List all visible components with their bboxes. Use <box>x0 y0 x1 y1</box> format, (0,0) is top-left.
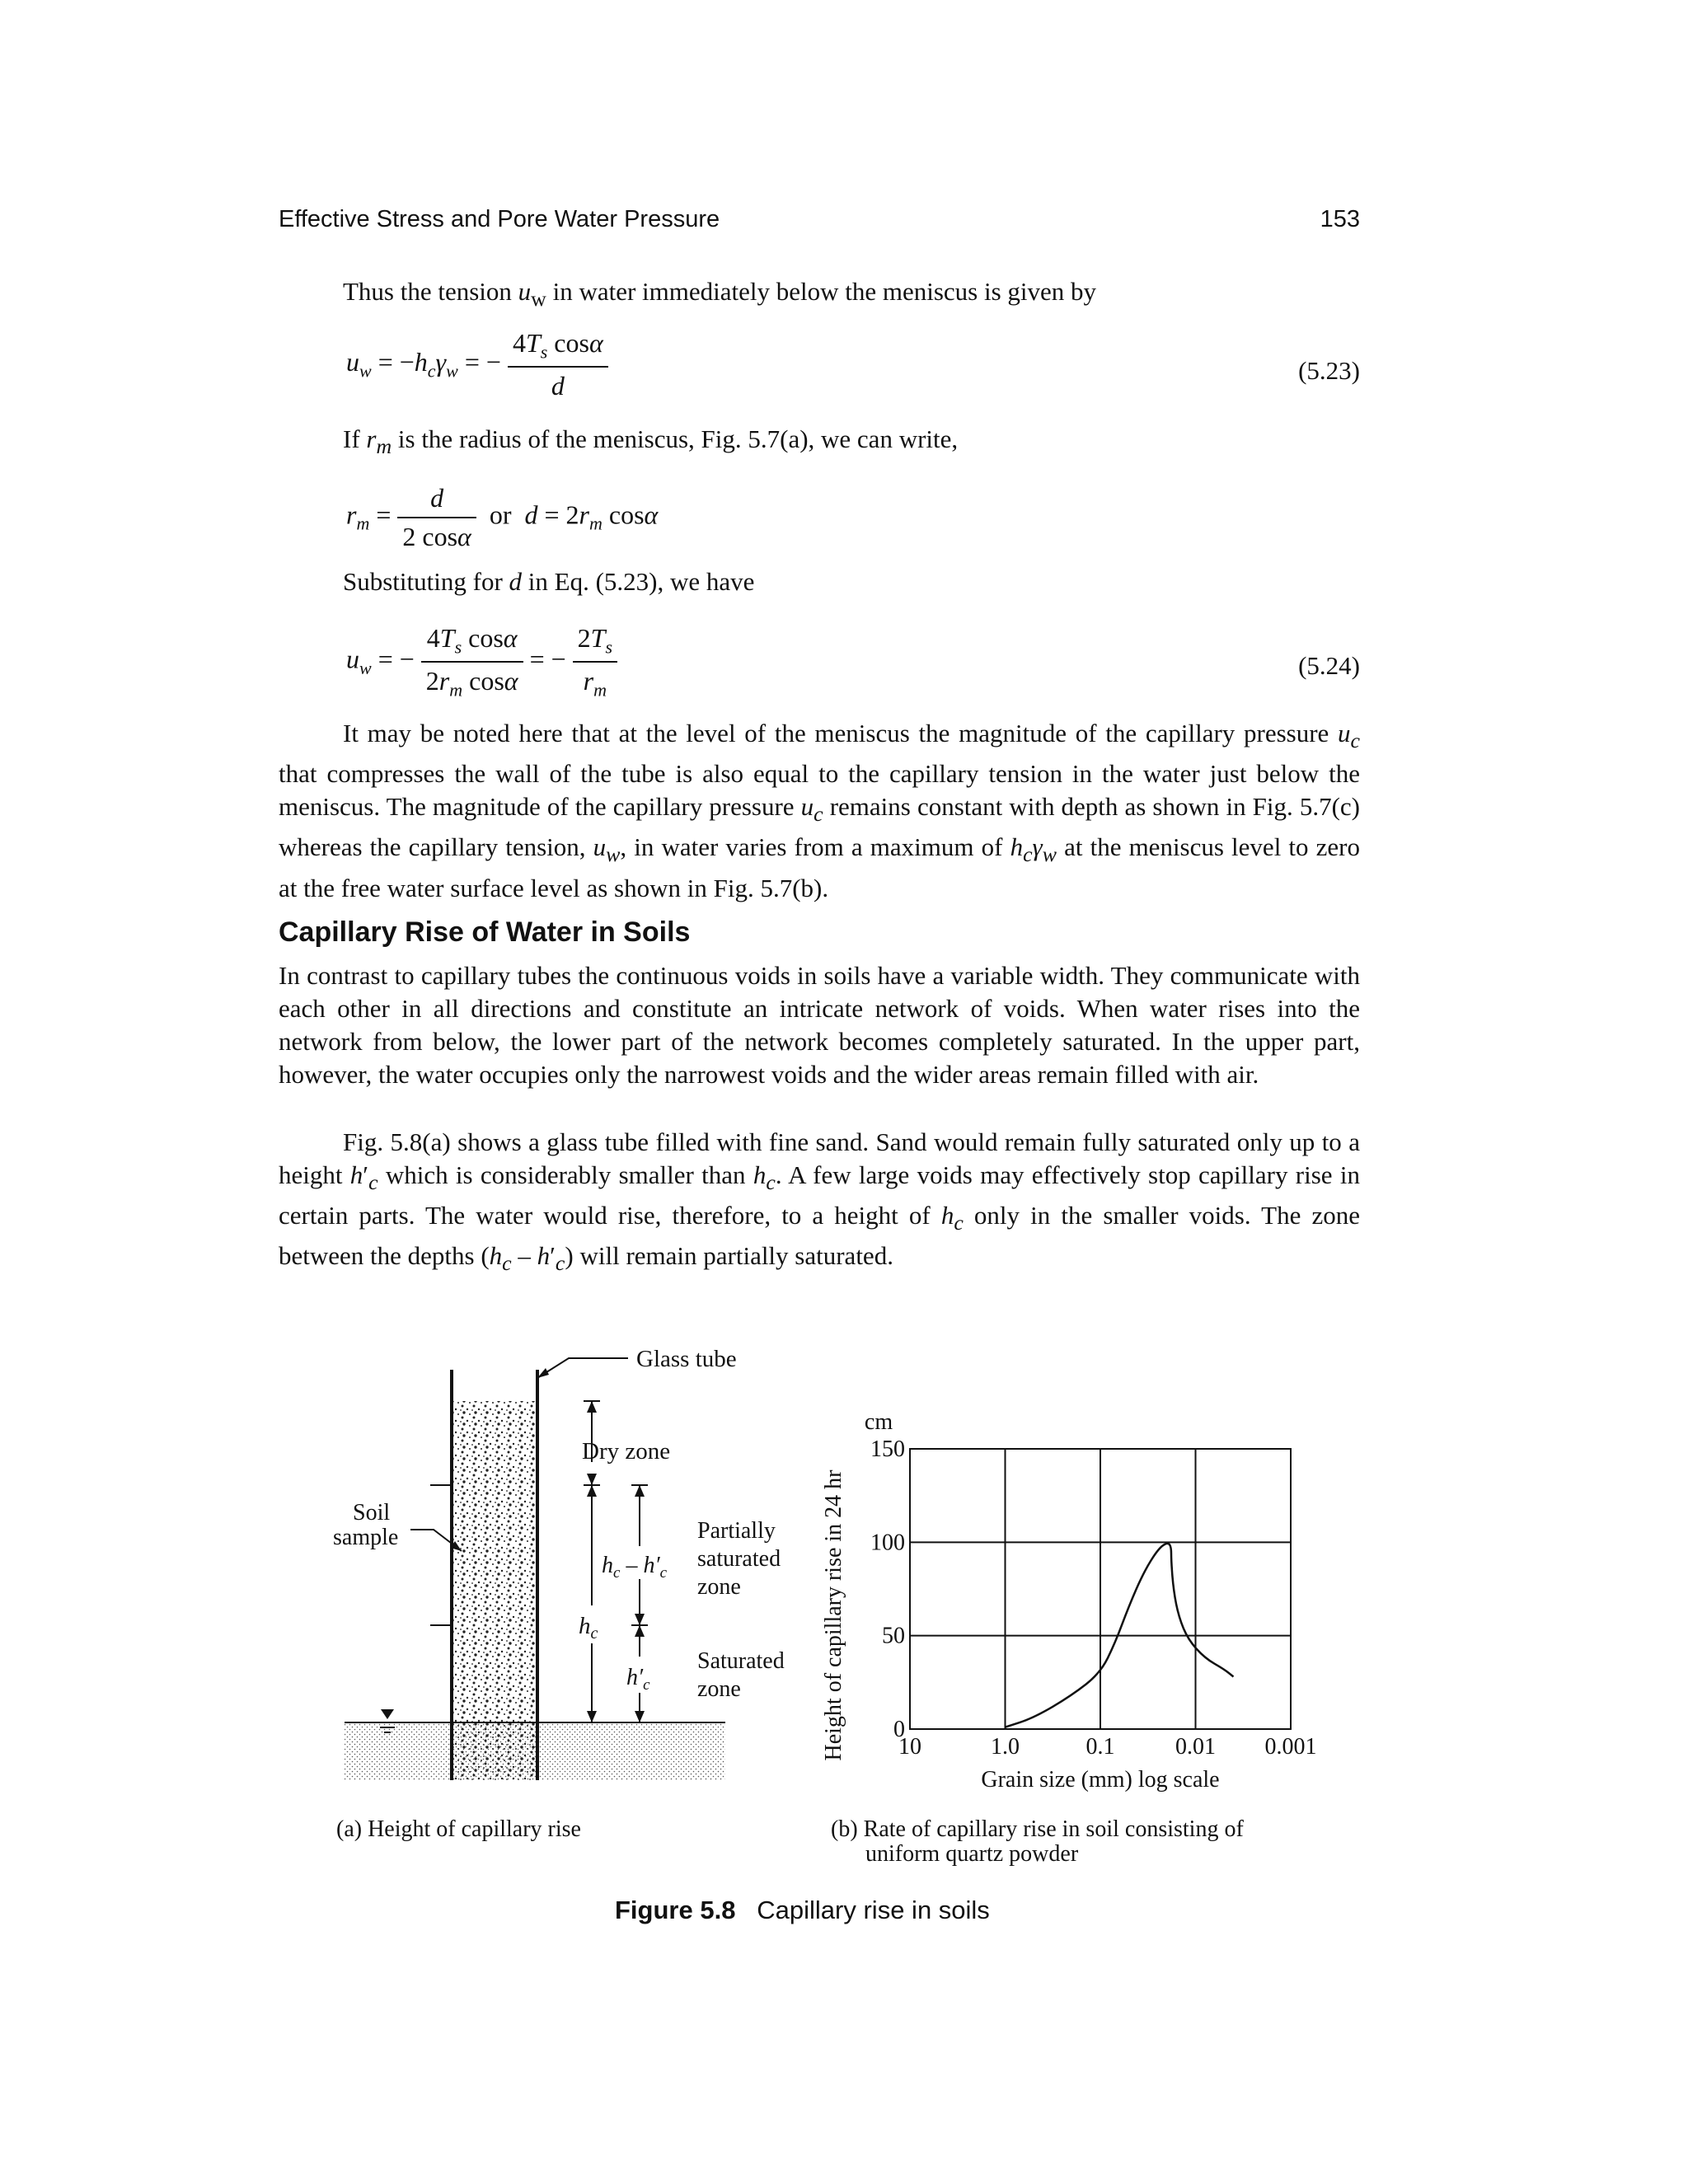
chart-y-tick-label: 0 <box>893 1717 905 1742</box>
running-header-title: Effective Stress and Pore Water Pressure <box>279 206 720 232</box>
paragraph-fig58-description: Fig. 5.8(a) shows a glass tube filled with fine sand. Sand would remain fully saturated only up to a height $h'_c$ which is considerably smaller than $h_c$. A few large voids may effectively stop capillary rise in certain parts. The water would rise, therefore, to a height of $h_c$ only in the smaller voids. The zone between the depths $(h_c - h'_c)$ will remain partially saturated. <box>279 1127 1360 1276</box>
page-number: 153 <box>1320 206 1360 232</box>
chart-x-tick-label: 0.001 <box>1264 1734 1317 1760</box>
chart-y-tick-label: 50 <box>882 1623 905 1649</box>
saturated-zone-line1: Saturated <box>697 1648 785 1674</box>
chart-x-tick-label: 0.01 <box>1175 1734 1216 1760</box>
chart-y-tick-label: 150 <box>870 1436 905 1462</box>
figure-caption-label: Figure 5.8 <box>615 1896 736 1924</box>
equation-or-word: or <box>489 499 512 530</box>
equation-5-23-number: (5.23) <box>1298 356 1360 385</box>
equation-5-24: $u_w$ = − $\frac{4T_s \cos\alpha}{2r_m \cos\alpha}$ = − $\frac{2T_s}{r_m}$ <box>346 623 617 701</box>
glass-tube-leader <box>537 1358 628 1378</box>
figure-caption <box>615 1896 990 1925</box>
figure-a-diagram <box>321 1335 785 1797</box>
chart-x-tick-label: 0.1 <box>1085 1734 1115 1760</box>
partial-zone-line1: Partially <box>697 1518 776 1544</box>
chart-x-tick-label: 10 <box>898 1734 921 1760</box>
equation-rm: $r_m$ = $\frac{d}{2 \cos\alpha}$ or $d = 2r_m$ cosα <box>346 483 659 551</box>
figure-caption-text: Capillary rise in soils <box>757 1896 990 1924</box>
paragraph-radius-intro: If $r_m$ is the radius of the meniscus, Fig. 5.7(a), we can write, <box>343 424 959 459</box>
section-heading: Capillary Rise of Water in Soils <box>279 916 691 948</box>
partial-zone-line3: zone <box>697 1574 741 1600</box>
hc-prime-label: $h'_c$ <box>626 1665 650 1694</box>
saturated-zone-line2: zone <box>697 1676 741 1702</box>
paragraph-substituting: Substituting for d in Eq. (5.23), we have <box>343 567 755 596</box>
equation-5-23: $u_w = -h_c\gamma_w$ = − $\frac{4T_s \cos\alpha}{d}$ <box>346 328 608 401</box>
paragraph-tension-intro: Thus the tension $u_w$ in water immediately below the meniscus is given by <box>343 277 1097 312</box>
dry-zone-label: Dry zone <box>582 1438 671 1465</box>
chart-x-axis-title: Grain size (mm) log scale <box>981 1767 1220 1793</box>
partial-zone-line2: saturated <box>697 1546 781 1572</box>
soil-column <box>452 1401 537 1780</box>
chart-y-unit: cm <box>864 1409 893 1435</box>
soil-label-line2: sample <box>333 1525 399 1550</box>
soil-label-line1: Soil <box>353 1500 391 1526</box>
glass-tube-label: Glass tube <box>636 1346 737 1372</box>
chart-y-axis-title: Height of capillary rise in 24 hr <box>821 1469 846 1761</box>
paragraph-capillary-pressure: It may be noted here that at the level of the meniscus the magnitude of the capillary pressure $u_c$ that compresses the wall of the tube is also equal to the capillary tension in the water just below the meniscus. The magnitude of the capillary pressure $u_c$ remains constant with depth as shown in Fig. 5.7(c) whereas the capillary tension, $u_w$, in water varies from a maximum of $h_c\gamma_w$ at the meniscus level to zero at the free water surface level as shown in Fig. 5.7(b). <box>279 719 1361 902</box>
figure-a-caption: (a) Height of capillary rise <box>336 1816 581 1842</box>
partial-depth-label: $h_c - h'_c$ <box>602 1553 667 1582</box>
figure-b-chart <box>816 1401 1343 1797</box>
hc-dimension <box>577 1485 607 1722</box>
figure-b-caption-line1: (b) Rate of capillary rise in soil consisting of <box>831 1816 1244 1842</box>
figure-b-caption-line2: uniform quartz powder <box>865 1841 1079 1867</box>
paragraph-voids-network: In contrast to capillary tubes the continuous voids in soils have a variable width. They communicate with each other in all directions and constitute an intricate network of voids. When water rises into the network from below, the lower part of the network becomes completely saturated. In the upper part, however, the water occupies only the narrowest voids and the wider areas remain filled with air. <box>279 961 1360 1089</box>
chart-x-tick-label: 1.0 <box>991 1734 1020 1760</box>
hc-label: $h_c$ <box>579 1613 598 1643</box>
chart-y-tick-label: 100 <box>870 1530 905 1556</box>
equation-5-24-number: (5.24) <box>1298 651 1360 680</box>
